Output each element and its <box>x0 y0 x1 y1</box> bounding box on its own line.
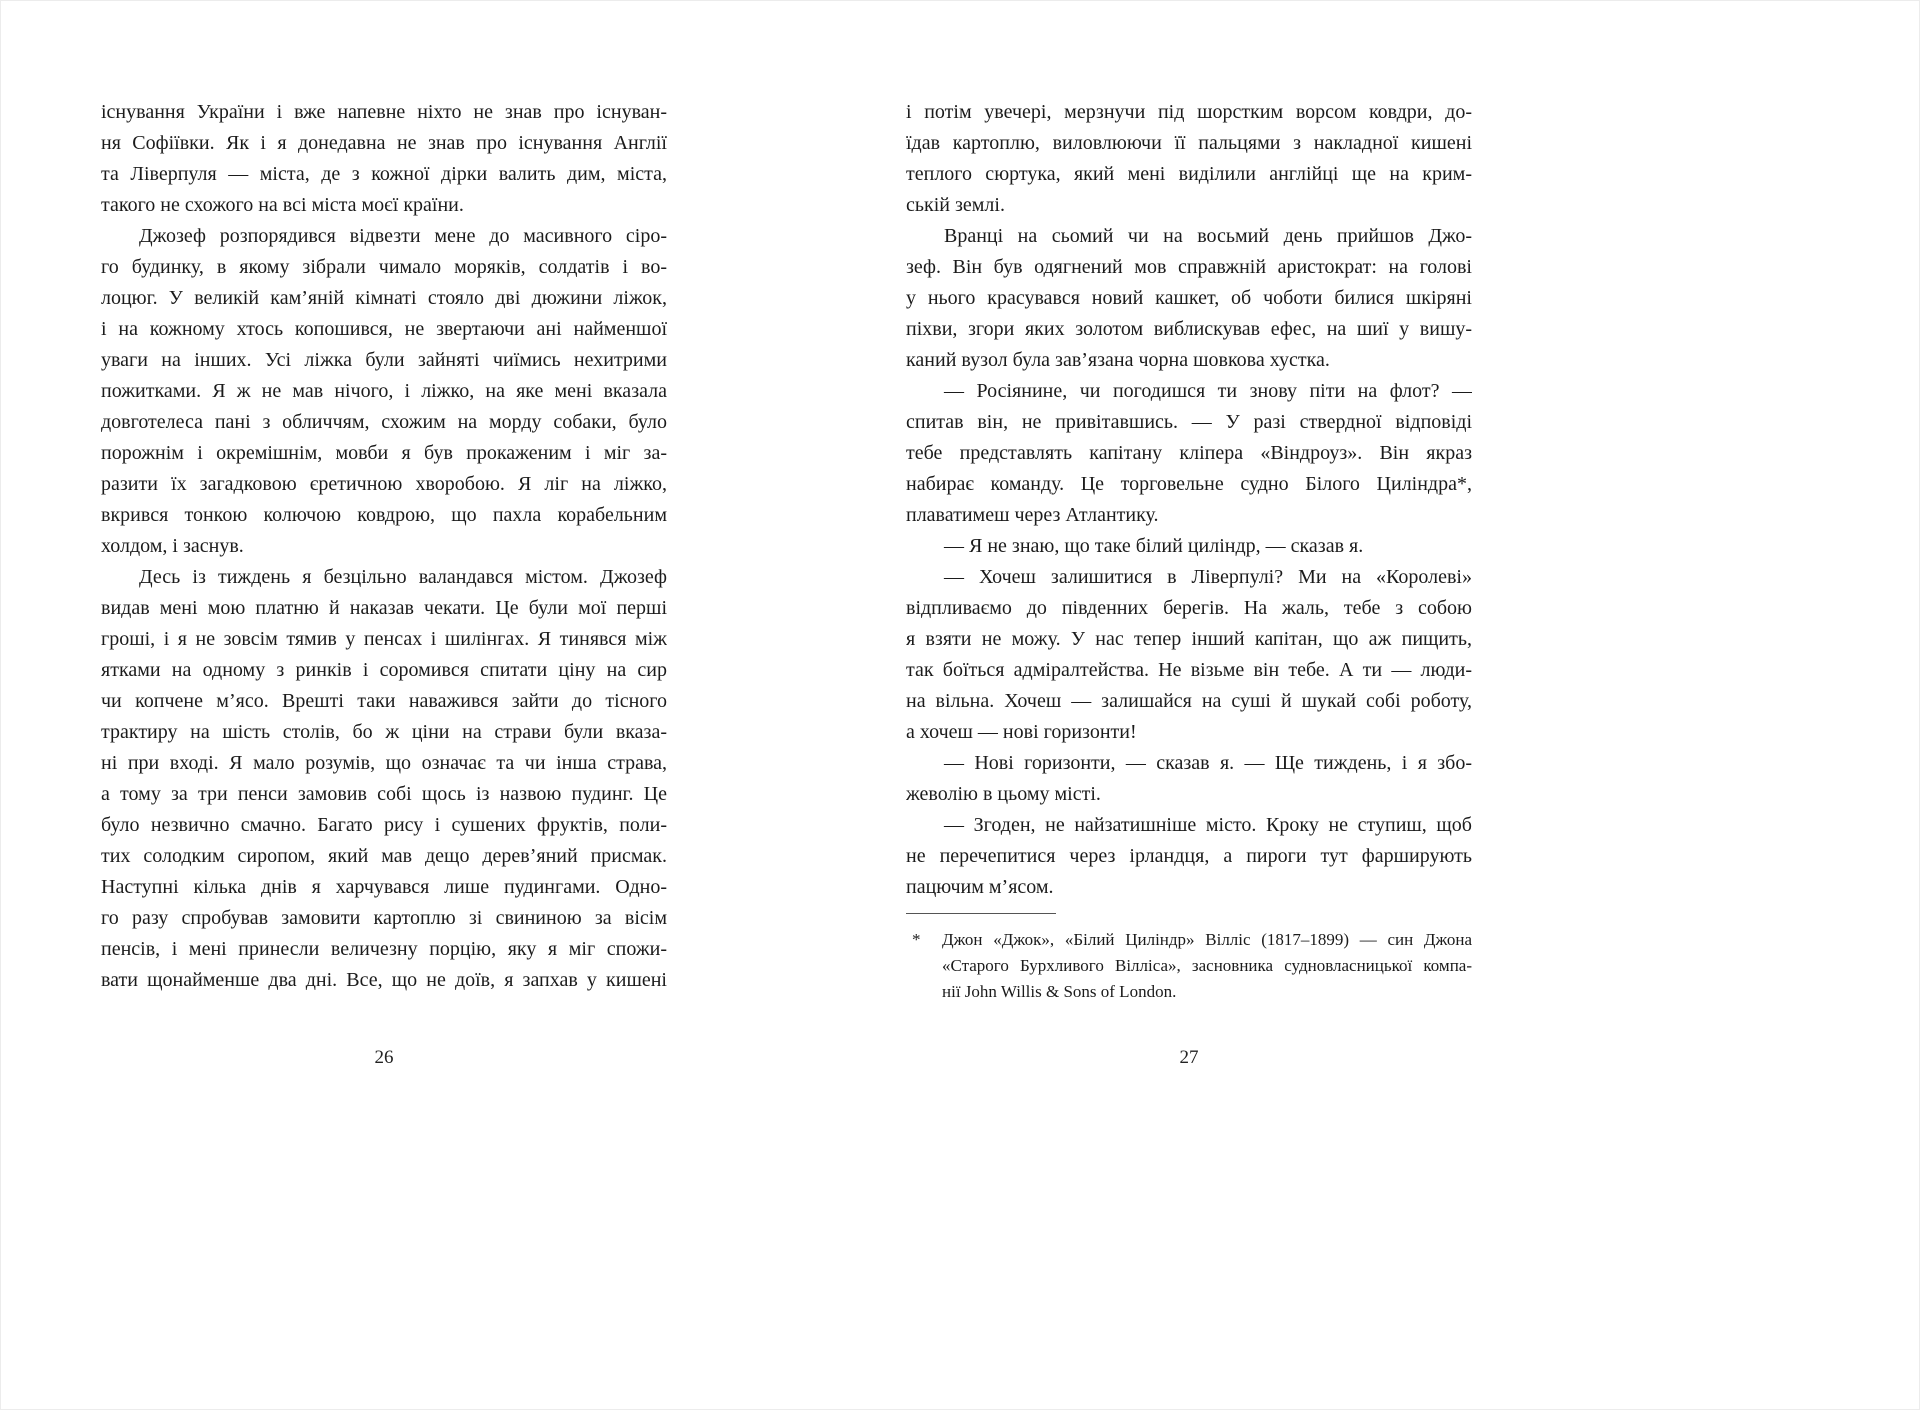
text-line: го будинку, в якому зібрали чимало моряків, солдатів і во- <box>101 256 667 278</box>
text-line: не перечепитися через ірландця, а пироги тут фарширують <box>906 845 1472 867</box>
text-line: тебе представлять капітану кліпера «Віндроуз». Він якраз <box>906 442 1472 464</box>
text-line: тих солодким сиропом, який мав дещо дерев’яний присмак. <box>101 845 667 867</box>
footnote-line: нії John Willis & Sons of London. <box>942 982 1177 1001</box>
paragraph <box>101 221 667 562</box>
text-line: а тому за три пенси замовив собі щось із назвою пудинг. Це <box>101 783 667 805</box>
text-line: — Нові горизонти, — сказав я. — Ще тиждень, і я збо- <box>944 752 1472 774</box>
footnote <box>906 913 1472 1005</box>
paragraph <box>101 97 667 221</box>
footnote-text <box>942 927 1472 1005</box>
text-line: чи копчене м’ясо. Врешті таки наважився зайти до тісного <box>101 690 667 712</box>
paragraph <box>906 810 1472 903</box>
text-line: Наступні кілька днів я харчувався лише пудингами. Одно- <box>101 876 667 898</box>
footnote-line: «Старого Бурхливого Вілліса», засновника судновласницької компа- <box>942 956 1472 975</box>
text-line: існування України і вже напевне ніхто не знав про існуван- <box>101 101 667 123</box>
footnote-divider <box>906 913 1056 914</box>
text-line: та Ліверпуля — міста, де з кожної дірки валить дим, міста, <box>101 163 667 185</box>
left-page-number: 26 <box>374 1047 394 1068</box>
text-line: — Хочеш залишитися в Ліверпулі? Ми на «Королеві» <box>944 566 1472 588</box>
text-line: разити їх загадковою єретичною хворобою. Я ліг на ліжко, <box>101 473 667 495</box>
footnote-marker: * <box>912 930 921 949</box>
text-line: гроші, і я не зовсім тямив у пенсах і шилінгах. Я тинявся між <box>101 628 667 650</box>
text-line: ській землі. <box>906 194 1005 216</box>
paragraph <box>906 97 1472 221</box>
text-line: холдом, і заснув. <box>101 535 244 557</box>
paragraph <box>906 748 1472 810</box>
text-line: відпливаємо до південних берегів. На жаль, тебе з собою <box>906 597 1472 619</box>
text-line: Вранці на сьомий чи на восьмий день прийшов Джо- <box>944 225 1472 247</box>
text-line: спитав він, не привітавшись. — У разі ствердної відповіді <box>906 411 1472 433</box>
text-line: набирає команду. Це торговельне судно Білого Циліндра*, <box>906 473 1472 495</box>
footnote-body <box>906 927 1472 1005</box>
text-line: ятками на одному з ринків і соромився спитати ціну на сир <box>101 659 667 681</box>
paragraph <box>101 562 667 996</box>
text-line: теплого сюртука, який мені виділили англійці ще на крим- <box>906 163 1472 185</box>
text-line: зеф. Він був одягнений мов справжній аристократ: на голові <box>906 256 1472 278</box>
paragraph <box>906 221 1472 376</box>
text-line: плаватимеш через Атлантику. <box>906 504 1159 526</box>
right-page-text <box>906 97 1472 903</box>
text-line: видав мені мою платню й наказав чекати. Це були мої перші <box>101 597 667 619</box>
text-line: ня Софіївки. Як і я донедавна не знав про існування Англії <box>101 132 667 154</box>
text-line: такого не схожого на всі міста моєї країни. <box>101 194 464 216</box>
text-line: їдав картоплю, виловлюючи її пальцями з накладної кишені <box>906 132 1472 154</box>
text-line: пацючим м’ясом. <box>906 876 1054 898</box>
left-page-text <box>101 97 667 996</box>
text-line: го разу спробував замовити картоплю зі свининою за вісім <box>101 907 667 929</box>
text-line: порожнім і окремішнім, мовби я був прокаженим і міг за- <box>101 442 667 464</box>
text-line: уваги на інших. Усі ліжка були зайняті чиїмись нехитрими <box>101 349 667 371</box>
text-line: Десь із тиждень я безцільно валандався містом. Джозеф <box>139 566 667 588</box>
text-line: і на кожному хтось копошився, не звертаючи ані найменшої <box>101 318 667 340</box>
text-line: — Росіянине, чи погодишся ти знову піти на флот? — <box>944 380 1472 402</box>
text-line: вати щонайменше два дні. Все, що не доїв, я запхав у кишені <box>101 969 667 991</box>
text-line: довготелеса пані з обличчям, схожим на морду собаки, було <box>101 411 667 433</box>
text-line: було незвично смачно. Багато рису і сушених фруктів, поли- <box>101 814 667 836</box>
paragraph <box>906 562 1472 748</box>
text-line: я взяти не можу. У нас тепер інший капітан, що аж пищить, <box>906 628 1472 650</box>
text-line: на вільна. Хочеш — залишайся на суші й шукай собі роботу, <box>906 690 1472 712</box>
text-line: піхви, згори яких золотом виблискував ефес, на шиї у вишу- <box>906 318 1472 340</box>
text-line: жеволію в цьому місті. <box>906 783 1101 805</box>
text-line: Джозеф розпорядився відвезти мене до масивного сіро- <box>139 225 667 247</box>
text-line: — Я не знаю, що таке білий циліндр, — сказав я. <box>944 535 1364 557</box>
text-line: а хочеш — нові горизонти! <box>906 721 1137 743</box>
text-line: трактиру на шість столів, бо ж ціни на страви були вказа- <box>101 721 667 743</box>
text-line: і потім увечері, мерзнучи під шорстким ворсом ковдри, до- <box>906 101 1472 123</box>
text-line: лоцюг. У великій кам’яній кімнаті стояло дві дюжини ліжок, <box>101 287 667 309</box>
text-line: — Згоден, не найзатишніше місто. Кроку не ступиш, щоб <box>944 814 1472 836</box>
text-line: ні при вході. Я мало розумів, що означає та чи інша страва, <box>101 752 667 774</box>
text-line: так боїться адміралтейства. Не візьме він тебе. А ти — люди- <box>906 659 1472 681</box>
text-line: пожитками. Я ж не мав нічого, і ліжко, на яке мені вказала <box>101 380 667 402</box>
paragraph <box>906 531 1472 562</box>
text-line: пенсів, і мені принесли величезну порцію, яку я міг спожи- <box>101 938 667 960</box>
paragraph <box>906 376 1472 531</box>
footnote-line: Джон «Джок», «Білий Циліндр» Вілліс (1817–1899) — син Джона <box>942 930 1472 949</box>
text-line: каний вузол була зав’язана чорна шовкова хустка. <box>906 349 1330 371</box>
text-line: вкрився тонкою колючою ковдрою, що пахла корабельним <box>101 504 667 526</box>
right-page-number: 27 <box>1179 1047 1199 1068</box>
text-line: у нього красувався новий кашкет, об чоботи билися шкіряні <box>906 287 1472 309</box>
